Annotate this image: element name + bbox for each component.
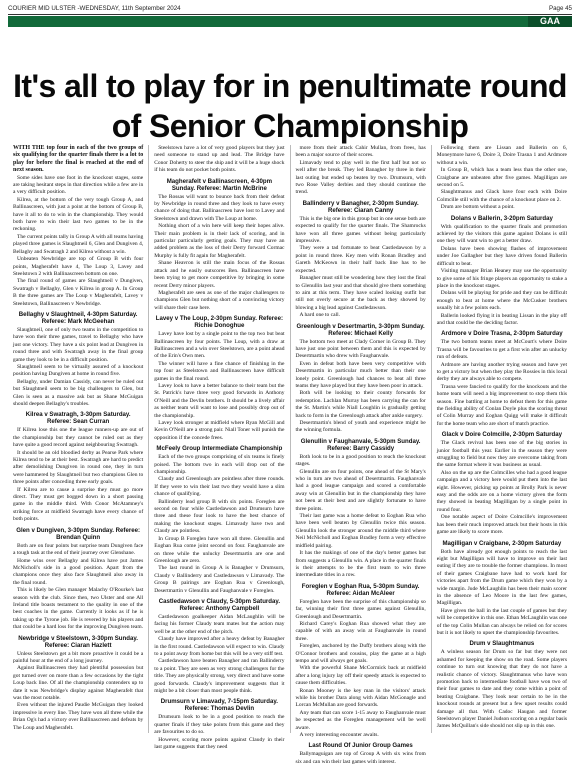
paragraph: If Kilrea lose this one the league runners-up are out of the championship but they cannot be ruled out as they have quite a good record against neighbouring Swatragh. <box>13 427 144 449</box>
paragraph: Ballymaguigan are top of Group A with six wins from six and can win their last games with interest. <box>295 751 426 765</box>
lead-paragraph: WITH THE top four in each of the two groups of six qualifying for the quarter finals there is a lot to play for before the final is reached at the end of next season. <box>13 145 144 174</box>
section-bar <box>8 16 572 27</box>
paragraph: Their last game was a home defeat to Eoghan Rua who have been well beaten by Glenullin twice this season. Glenullin look the stronger around the middle third where Neil McNicholl and Eoghan Bradley form a very effective midfield pairing. <box>295 513 426 549</box>
subheading: Last Round Of Junior Group Games <box>308 742 413 750</box>
paragraph: Both will be looking to their county forwards for redemption. Lachlan Murray has been carrying the can for the St. Martin's while Niall Loughlin is gradually getting back to form in the Greenlough attack after ankle surgery. <box>295 390 426 419</box>
paragraph: The final round of games are Slaughtneil v Dungiven, Swatragh v Bellaghy, Glen v Kilrea in group A. In Group B the three games are The Loup v Magherafelt, Lavey v Steelstown, Ballinascreen v Newbridge. <box>13 278 144 307</box>
paragraph: The bottom two meet at Clady Corner in Group B. They have just one point between them and this is expected by Desertmartin who drew with Faughanvale. <box>295 338 426 360</box>
column-3 <box>290 145 431 765</box>
paragraph: Claudy have improved after a heavy defeat by Banagher in the first round. Castledawson will expect to win. Claudy to a point away from home but this will be a very stiff test. <box>154 636 285 657</box>
column-2 <box>148 145 289 751</box>
paragraph: With the powerful Shane McCormick back at midfield after a long injury lay off their speedy attack is expected to cause them difficulties. <box>295 665 426 687</box>
paragraph: Lavey have lost by a single point to the top two but beat Ballinascreen by four points. The Loup, with a draw at Ballinascreen and a win over Steelstown, are a point ahead of the Erin's Own men. <box>154 331 285 360</box>
paragraph: Even without the injured Paudie McGuigan they looked impressive in every line. They have won all three while the Brian Og's had a victory over Ballinascreen and defeats by The Loup and Magherafelt. <box>13 702 144 731</box>
paragraph: Banagher must still be wondering how they lost the final to Glenullin last year and that should give them something to aim at this term. They have scaled looking outfit but still not overly secure at the back as they showed by blowing a big lead against Castledawson. <box>295 275 426 311</box>
subheading: Dolans v Ballerin, 3-20pm Saturday <box>450 214 553 222</box>
paragraph: The Glack revival has been one of the big stories in junior football this year. Earlier in the season they were struggling to field but now they are overcome taking from the same format where it was business as usual. <box>436 440 567 469</box>
paragraph: A very interesting encounter awaits. <box>299 732 379 739</box>
header-rule <box>8 14 572 15</box>
subheading: McFeely Group Intermediate Championship <box>156 445 283 453</box>
subheading: Glen v Dungiven, 3-30pm Sunday. Referee: Brendan Quinn <box>16 526 141 541</box>
paragraph: Home wins over Bellaghy and Kilrea have put James McNicholl's side in a good position. Apart from the champions once they also face Slaughtneil also away in the final round. <box>13 557 144 586</box>
paragraph: Dolans have been showing flashes of improvement under Joe Gallagher but they have driven found Ballerin difficult to beat. <box>436 245 567 267</box>
paragraph: Both have already got enough points to reach the last eight but Magilligan will have to improve on their last outing if they are to trouble the former champions. In most of their games Craigbane have had to work hard for victories apart from the Drum game which they won by a wide margin. Jude McLaughlin has been their main scorer in the absence of Leo Moore in the last few games, Magilligan. <box>436 548 567 607</box>
paragraph: This is likely be Glen manager Malachy O'Rourke's last season with the club. Since then, two Ulster and one All Ireland title boasts testament to the quality in one of the best coaches in the game. Currently it looks as if he is taking up the Tyrone job. He is revered by his players and that could be a hard loss for the improving Dungiven team. <box>13 587 144 631</box>
headline: It's all to play for in penultimate round of Senior Championship <box>13 68 567 144</box>
paragraph: Drum are bottom without a point. <box>440 204 515 211</box>
paragraph: Some sides have one foot in the knockout stages, some are taking hesitant steps in that direction while a few are in a very difficult position. <box>13 174 144 196</box>
paragraph: Following them are Lissan and Ballerin on 6, Moneymore have 6, Doire 3, Doire Trasna 1 and Ardmore without a win. <box>436 145 567 166</box>
paragraph: A winless season for Drum so far but they were not ashamed for keeping the show on the road. Some players continue to turn out knowing that they do not have a realistic chance of victory. Slaughtmanus who have won promotion back to intermediate football have won two of their four games to date and they come within a point of beating Craigbane. They look near certain to be in the knockout rounds at present but a few upset results could damage all that. With Cadoc Haugan and former Steelstown player Daniel Judson scoring on a regular basis James McQuillan's side should not slip up in this one. <box>436 649 567 730</box>
paragraph: Claudy and Greenlough are pointless after three rounds. If they were to win their last two they would have a slim chance of qualifying. <box>154 476 285 498</box>
paragraph: Unless Steelstown get a bit more proactive it could be a painful hour at the end of a long journey. <box>13 650 144 664</box>
paragraph: Castledawson have beaten Banagher and ran Ballinderry to a point. They are seen as very strong challengers for the title. They are physically strong, very direct and have some good forwards. Claudy's improvement suggests that it might be a bit closer than most people think. <box>154 658 285 694</box>
paragraph: They were a tad fortunate to beat Castledawson by a point in round three. Key men with Ronan Bradley and Gareth McKeown in their half back line has to be expected. <box>295 245 426 274</box>
subheading: Magherafelt v Ballinascreen, 4-30pm Sunday. Referee: Martin McBrine <box>166 177 273 192</box>
subheading: Foreglen v Eoghan Rua, 5-30pm Sunday. Referee: Aidan McAleer <box>301 582 420 597</box>
paragraph: In Group B Foreglen have won all three. Glenullin and Eoghan Rua come joint second on four. Faughanvale are on three while the unlucky Desertmartin are one and Greenlough are zero. <box>154 535 285 564</box>
paragraph: Ronan Mooney is the key man in the visitors' attack while his brother Dara along with Aidan McGonagle and Lorcan McMullan are good forwards. <box>295 687 426 709</box>
paragraph: Ballerin looked flying it in beating Lissan in the play off and that could be the deciding factor. <box>436 312 567 326</box>
paragraph: Nothing short of a win here will keep their hopes alive. Their main problem is in their lack of scoring, and in particular particularly getting goals. They may have an added problem as the loss of their Derry forward Cormac Murphy is fully fit again for Magherafelt. <box>154 223 285 259</box>
subheading: Drum v Slaughtmanus <box>469 640 535 648</box>
paragraph: Bellaghy, under Damian Cassidy, can never be ruled out but Slaughtneil seem to be big challengers to Glen, but Glen is seen as a massive ask but as Shane McGuigan should deepen Bellaghy's troubles. <box>13 378 144 407</box>
paragraph: Glenullin are on four points, one ahead of the St Mary's who in turn are two ahead of Desertmartin. Faughanvale had a good league campaign and scored a comfortable away win at Glenullin but in the championship they have not been at their best and are slightly fortunate to have three points. <box>295 468 426 512</box>
paragraph: In Group B, which has a team less than the other one, Craigbane are unbeaten after five games. Magilligan are second on 5. <box>436 167 567 189</box>
page-number: Page 45 <box>548 4 572 12</box>
paragraph: Desertmartin's blend of youth and experience might be the winning formula. <box>295 420 426 434</box>
paragraph: Both look to be in a good position to reach the knockout stages. <box>295 453 426 468</box>
column-4 <box>431 145 572 733</box>
subheading: Newbridge v Steelstown, 3-30pm Sunday. Referee: Ciaran Hazlett <box>18 634 138 649</box>
subheading: Ardmore v Doire Trasna, 2-30pm Saturday <box>441 330 563 338</box>
paragraph: Foreglen have been the surprise of this championship so far, winning their first three games against Glenullin, Greenlough and Desertmartin. <box>295 598 426 620</box>
paragraph: The current points tally in Group A with all teams having played three games is Slaughtneil 6, Glen and Dungiven 4, Bellaghy and Swatragh 2 and Kilrea without a win. <box>13 233 144 255</box>
paragraph: Kilrea, at the bottom of the very tough Group A, and Ballinascreen, with just a point at the bottom of Group B, have it all to do to win in the championship. They would both have to win their last two games to be in the reckoning. <box>13 196 144 233</box>
paragraph: Limavady tend to play well in the first half but not so well after the break. They led Banagher by three in their last outing but ended up beaten by two. Drumsurn, with two Rose Valley derbies and they should continue the trend. <box>295 159 426 196</box>
paragraph: Ardmore are having another trying season and have yet to get a victory but when they play the Rossies in this local derby they are always able to compete. <box>436 361 567 383</box>
paragraph: Castledawson goalkeeper Aidan McLaughlin will be facing his former Claudy team mates but the action may well be at the other end of the pitch. <box>154 613 285 635</box>
paragraph: Have given the ball in the last couple of games but they will be competitive in this one. Ethan McLaughlin was one of the top Colin Mullan can always be relied on for scores but it is not likely to upset the championship favourites. <box>436 607 567 636</box>
section-label: GAA <box>528 16 572 27</box>
subheading: Kilrea v Swatragh, 3-30pm Saturday. Referee: Sean Curran <box>25 411 131 426</box>
paragraph: With qualification to the quarter finals and promotion achieved by the visitors this game against Dolans is still one they will want win to get a better draw. <box>436 223 567 245</box>
paragraph: The Rossas will want to bounce back from their defeat by Newbridge in round three and they look to have every chance of doing that. Ballinascreen have lost to Lavey and Steelstown and drawn with The Loup at home. <box>154 193 285 222</box>
paragraph: Dolans will be playing for pride and they can be difficult enough to beat at home where the McCusker brothers usually hit a few points each. <box>436 290 567 312</box>
paragraph: The winner will have a fine chance of finishing in the top four as Steelstown and Ballinascreen have difficult games in the final round. <box>154 360 285 382</box>
paragraph: more from their attack Cahir Mullan, from frees, has been a major source of their scores. <box>295 145 426 159</box>
paragraph: Ballinderry lead group B with six points. Foreglen are second on four while Castledawson and Drumsurn have three and these four look to have the best chance of making the knockout stages. Limavady have two and Claudy are pointless. <box>154 498 285 535</box>
subheading: Ballinderry v Banagher, 2-30pm Sunday. Referee: Ciaran Canny <box>302 199 419 214</box>
paragraph: The two bottom teams meet at McCourt's where Doire Trasna will be favourites to get a first win after an unlucky run of defeats. <box>436 339 567 361</box>
paragraph: However, scoring more points against Claudy in their last game suggests that they need <box>154 736 285 751</box>
subheading: Lavey v The Loup, 2-30pm Sunday. Referee: Richie Donoghue <box>155 315 283 330</box>
subheading: Glack v Doire Colmcille, 2-30pm Saturday <box>441 431 562 439</box>
paragraph: Slaughtmanus and Glack have four each with Doire Colmcille still with the chance of a knockout place on 2. <box>436 189 567 203</box>
paragraph: Both are on four points but surprise team Dungiven face a tough task at the end of their journey over Glenshane. <box>13 542 144 557</box>
paragraph: One notable aspect of Doire Colmcille's improvement has been their much improved attack but their hosts in this game are likely to score more. <box>436 514 567 536</box>
paragraph: Steelstown have a lot of very good players but they just need someone to stand up and lead. The Bridge have Conor Doherty to steer the ship and it will be a huge shock if his team do not pocket both points. <box>154 145 285 174</box>
subheading: Magilligan v Craigbane, 2-30pm Saturday <box>442 539 562 547</box>
page-header <box>8 3 572 13</box>
paragraph: Against Ballinascreen they had plentiful possession but got turned over on more than a few occasions by the tight Loup back line. Of all the championship contenders up to date it was Newbridge's display against Magherafelt that was the most notable. <box>13 665 144 701</box>
paragraph: Unbeaten Newbridge are top of Group B with four points, Magherafelt have 4, The Loup 3, Lavey and Steelstown 2 with Ballinascreen bottom on one. <box>13 256 144 277</box>
paragraph: Drumsurn look to be in a good position to reach the quarter finals if they take points from this game and they are favourites to do so. <box>154 714 285 736</box>
paragraph: Foreglen, anchored by the Duffy brothers along with the O'Connor brothers and cousins, play the game at a high tempo and will always get goals. <box>295 643 426 664</box>
column-1 <box>8 145 148 733</box>
paragraph: Magherafelt are seen as one of the major challengers to champions Glen but nothing short of a convincing victory will share their case here. <box>154 289 285 311</box>
paragraph: Shane Heavron is still the main focus of the Rossas attack and he easily outscores Ben. Ballinascreen have been trying to get more competitive by bringing in some recent Derry minor players. <box>154 260 285 289</box>
paragraph: It should be an old bloodied derby as Pearse Park where Kilrea tend to be at their best. Swatragh are hard to predict after demolishing Dungiven in round one, they in turn were hammered by Slaughtneil but two champions Glen to three points after conceding three early goals. <box>13 449 144 486</box>
paragraph: Slaughtneil, one of only two teams in the competition to have won their three games, travel to Bellaghy who have just one victory. They have a six point lead at Dungiven in round three and with Swatragh away in the final group game they look to be in a difficult position. <box>13 326 144 363</box>
subheading: Bellaghy v Slaughtneil, 4-30pm Saturday. Referee: Mark McGeehan <box>18 310 138 325</box>
paragraph: Each of the two groups comprising of six teams is finely poised. The bottom two in each will drop out of the championship. <box>154 454 285 476</box>
paragraph: It has the makings of one of the day's better games but from suggests a Glenullin win. A place in the quarter finals is their attempts to be the first team to win three intermediate titles in a row. <box>295 550 426 579</box>
paragraph: Lavey look to have a better balance to their team but the St. Patrick's have three very good forwards in Anthony O'Neill and the Devlin brothers. It should be a lively affair as neither team will want to lose and possibly drop out of the championship. <box>154 382 285 419</box>
paragraph: Also on the up are the Colmcilles who had a good league campaign and a victory here would put them into the last eight. However, picking up points at Brolly Park is never easy and the odds are on a home victory given the form they showed in beating Magilligan by a single point in round four. <box>436 469 567 513</box>
paragraph: Slaughtneil seem to be virtually assured of a knockout position having Dungiven at home in round five. <box>13 363 144 378</box>
paragraph: A hard one to call. <box>299 312 340 319</box>
paragraph: Richard Carey's Eoghan Rua showed what they are capable of with an away win at Faughanvale in round three. <box>295 620 426 642</box>
paragraph: Even in defeat both have been very competitive with Desertmartin in particular much better than their one lonely point. Greenlough had chances to beat all three teams they have played but they have been poor in attack. <box>295 360 426 389</box>
article-columns <box>8 145 572 765</box>
paragraph: If Kilrea are to cause a surprise they must go more direct. They must get bogged down in a short passing game in the middle third. With Conor McAtamney's striking force at midfield Swatragh have every chance of both points. <box>13 486 144 523</box>
paragraph: Lavey look stronger at midfield where Ryan McGill and Kevin O'Neill are a strong pair. Niall Toner will punish the opposition if the concede frees. <box>154 420 285 441</box>
paragraph: Any team that can score 1-15 away to Faughanvale must be respected as the Foreglen management will be well aware. <box>295 709 426 731</box>
paragraph: Visiting manager Brian Heaney may use the opportunity to give some of his fringe players an opportunity to stake a place in the knockout stages. <box>436 268 567 289</box>
paragraph: Trasna were fancied to qualify for the knockouts and the home team will need a big improvement to stop them this season. Fine battling at home to defeat them for this game the fielding ability of Conlan Doyle plus the scoring threat of Colin Murray and Eoghan Quigg will make it difficult for the home team who are short of match practice. <box>436 383 567 427</box>
subheading: Greenlough v Desertmartin, 3-30pm Sunday. Referee: Michael Kelly <box>296 322 425 337</box>
paragraph: The last round in Group A is Banagher v Drumsurn, Claudy v Ballinderry and Castledawson v Limavady. The Group B pairings are Eoghan Rua v Greenlough, Desertmartin v Glenullin and Faughanvale v Foreglen. <box>154 565 285 594</box>
subheading: Glenullin v Faughanvale, 5-30pm Sunday. Referee: Barry Cassidy <box>300 437 421 452</box>
publication-dateline: COURIER MID ULSTER -WEDNESDAY, 11th September 2024 <box>8 4 181 12</box>
subheading: Drumsurn v Limavady, 7-15pm Saturday. Referee: Thomas Devlin <box>160 698 279 713</box>
paragraph: This is the big one in this group but in one sense both are expected to qualify for the quarter finals. The Shamrocks have won all three games without being particularly impressive. <box>295 215 426 245</box>
subheading: Castledawson v Claudy, 5-30pm Saturday. Referee: Anthony Campbell <box>158 597 281 612</box>
